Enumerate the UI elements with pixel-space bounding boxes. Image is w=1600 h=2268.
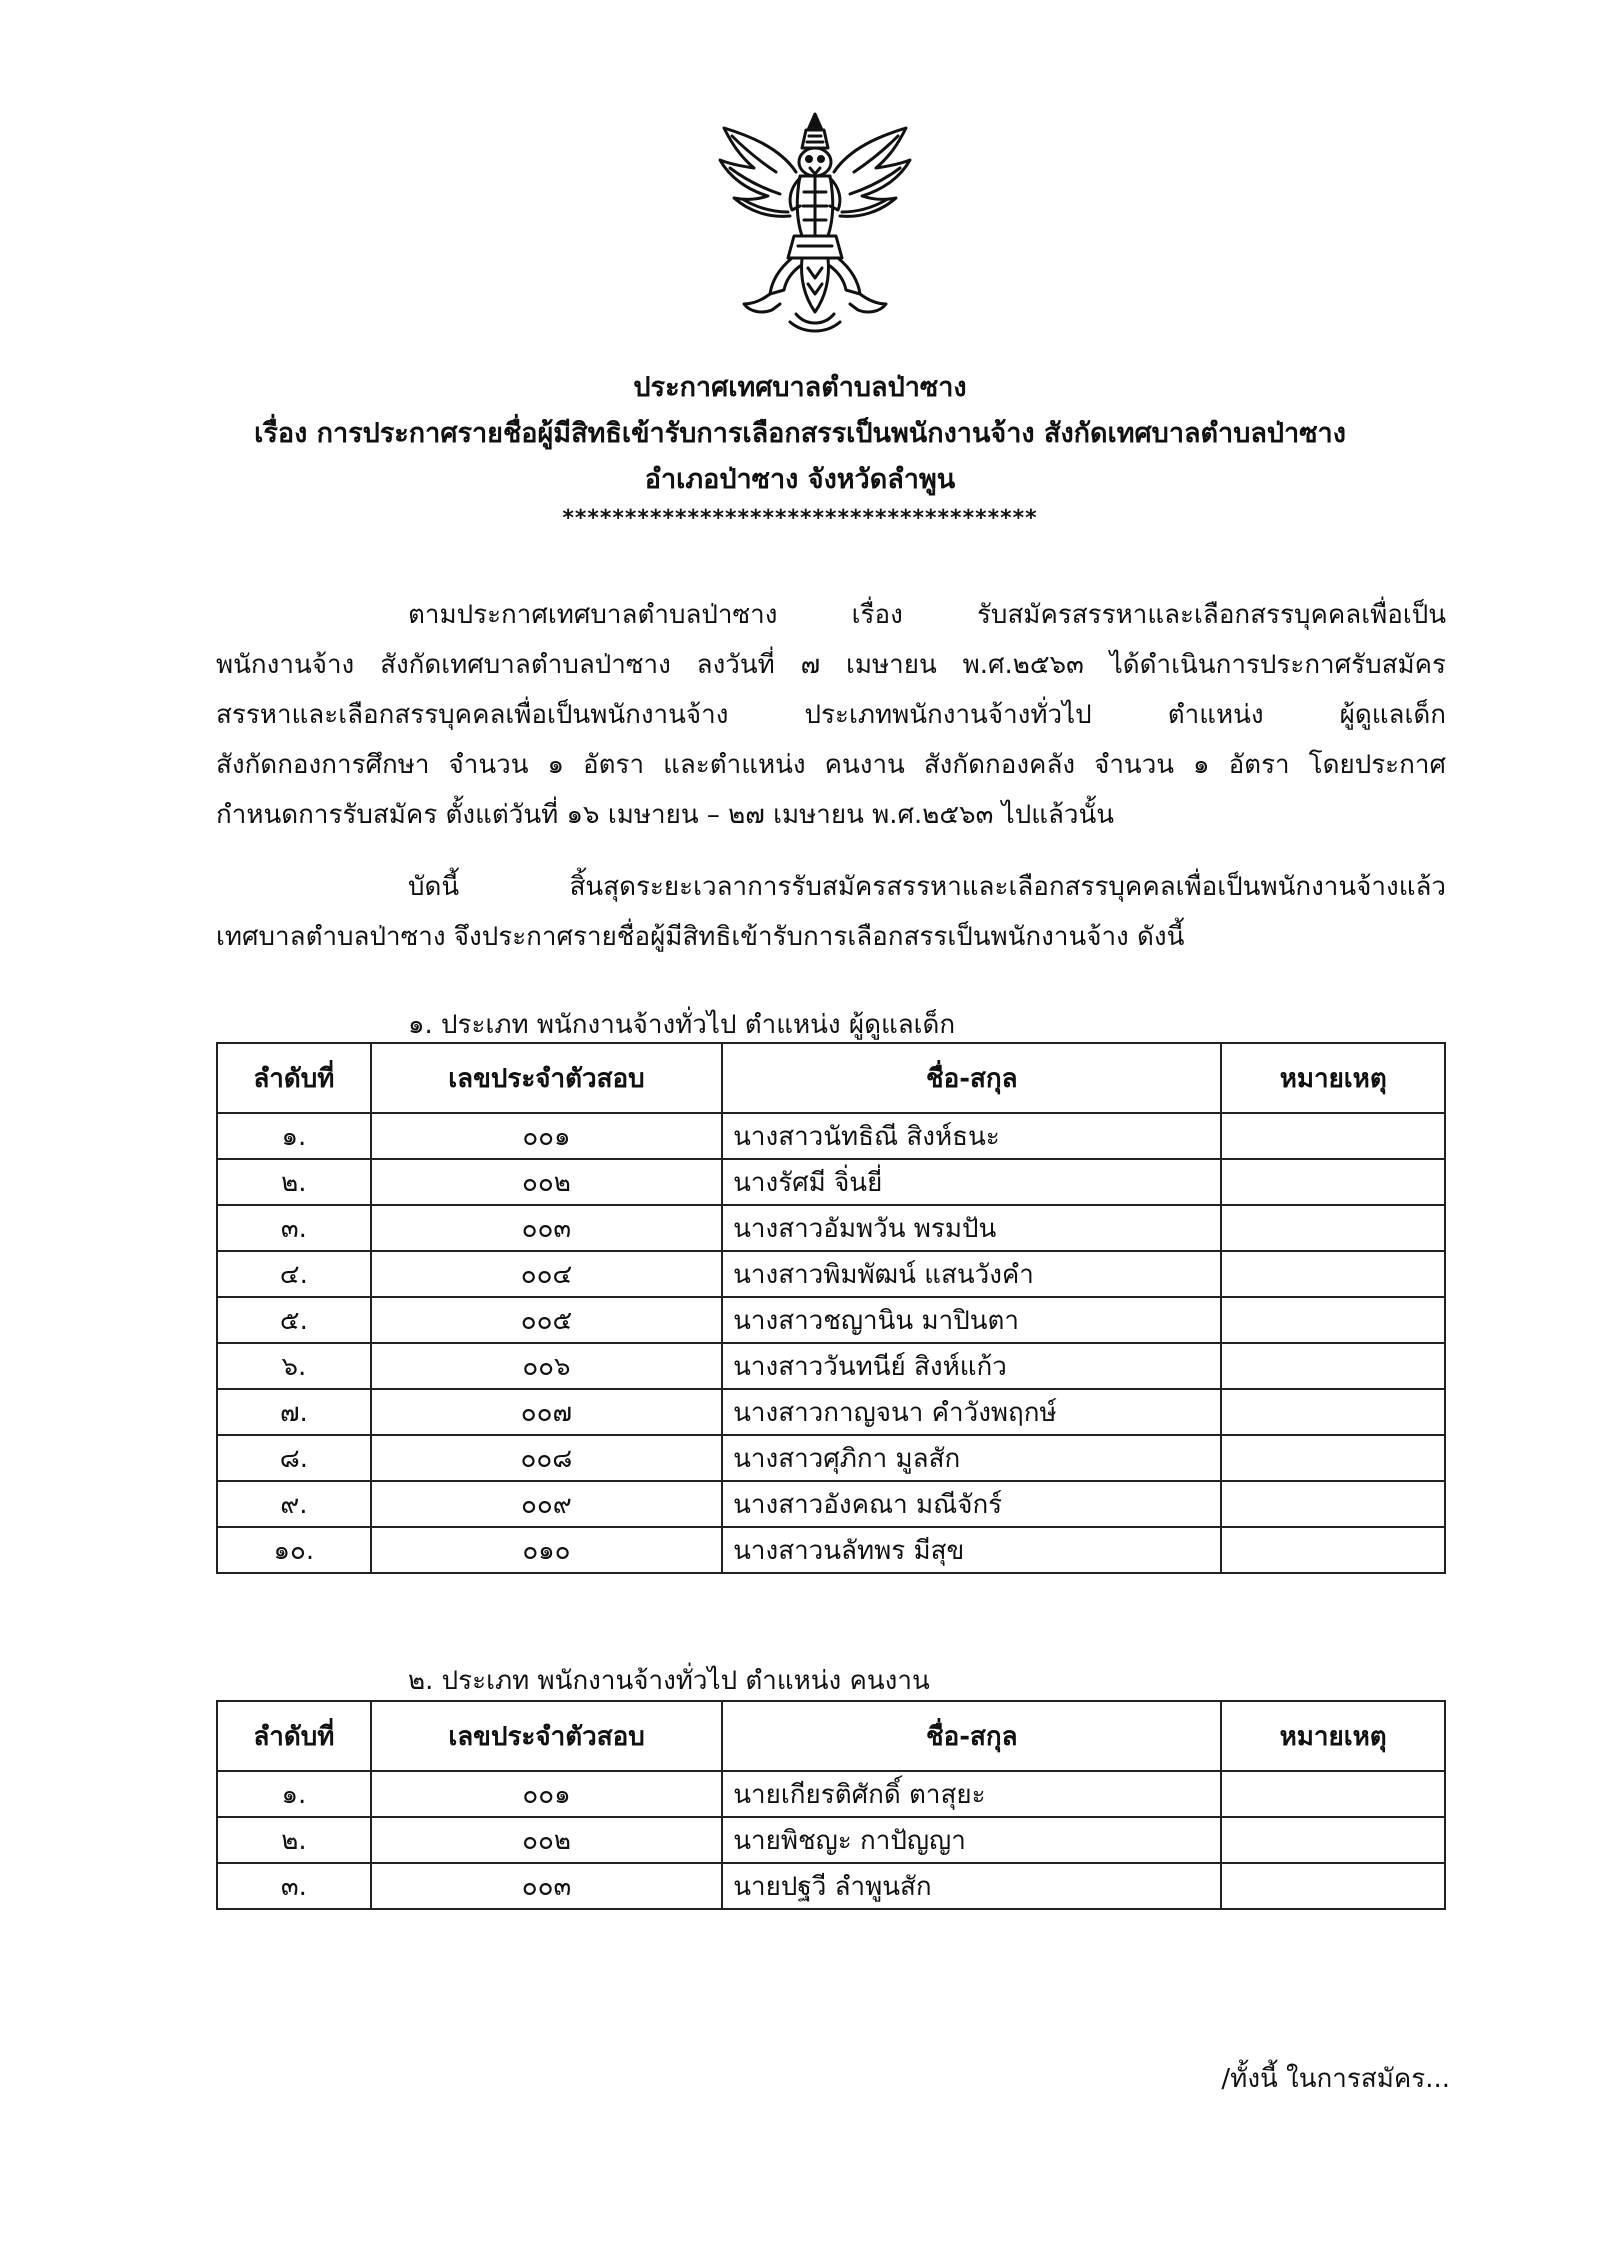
cell-no: ๖.	[217, 1343, 371, 1389]
cell-remark	[1221, 1343, 1445, 1389]
table-row	[217, 1205, 1445, 1251]
cell-name: นายปฐวี ลำพูนสัก	[722, 1863, 1221, 1909]
cell-name: นางสาววันทนีย์ สิงห์แก้ว	[722, 1343, 1221, 1389]
cell-no: ๓.	[217, 1205, 371, 1251]
table-row	[217, 1863, 1445, 1909]
table-row	[217, 1251, 1445, 1297]
page-continuation: /ทั้งนี้ ในการสมัคร...	[1221, 2064, 1450, 2094]
paragraph-line: เทศบาลตำบลป่าซาง จึงประกาศรายชื่อผู้มีสิทธิเข้ารับการเลือกสรรเป็นพนักงานจ้าง ดังนี้	[216, 922, 1185, 952]
cell-exam-id: ๐๐๑	[371, 1113, 722, 1159]
cell-no: ๑.	[217, 1771, 371, 1817]
cell-exam-id: ๐๑๐	[371, 1527, 722, 1573]
header-no: ลำดับที่	[217, 1043, 371, 1113]
cell-no: ๙.	[217, 1481, 371, 1527]
cell-exam-id: ๐๐๒	[371, 1159, 722, 1205]
table-row	[217, 1343, 1445, 1389]
cell-no: ๘.	[217, 1435, 371, 1481]
cell-name: นางสาวอังคณา มณีจักร์	[722, 1481, 1221, 1527]
header-name: ชื่อ-สกุล	[722, 1701, 1221, 1771]
cell-no: ๔.	[217, 1251, 371, 1297]
header-exam-id: เลขประจำตัวสอบ	[371, 1043, 722, 1113]
paragraph-line: สังกัดกองการศึกษา จำนวน ๑ อัตรา และตำแหน่ง คนงาน สังกัดกองคลัง จำนวน ๑ อัตรา โดยประกาศ	[216, 750, 1446, 780]
document-subject: เรื่อง การประกาศรายชื่อผู้มีสิทธิเข้ารับการเลือกสรรเป็นพนักงานจ้าง สังกัดเทศบาลตำบลป่าซาง	[254, 418, 1346, 449]
header-exam-id: เลขประจำตัวสอบ	[371, 1701, 722, 1771]
paragraph-line: บัดนี้ สิ้นสุดระยะเวลาการรับสมัครสรรหาและเลือกสรรบุคคลเพื่อเป็นพนักงานจ้างแล้ว	[408, 872, 1446, 902]
paragraph-line: ตามประกาศเทศบาลตำบลป่าซาง เรื่อง รับสมัครสรรหาและเลือกสรรบุคคลเพื่อเป็น	[408, 600, 1446, 630]
cell-exam-id: ๐๐๗	[371, 1389, 722, 1435]
cell-remark	[1221, 1251, 1445, 1297]
table-header-row	[217, 1701, 1445, 1771]
cell-remark	[1221, 1527, 1445, 1573]
header-remark: หมายเหตุ	[1221, 1043, 1445, 1113]
cell-exam-id: ๐๐๘	[371, 1435, 722, 1481]
cell-name: นางสาวพิมพัฒน์ แสนวังคำ	[722, 1251, 1221, 1297]
table-row	[217, 1771, 1445, 1817]
header-no: ลำดับที่	[217, 1701, 371, 1771]
cell-no: ๒.	[217, 1817, 371, 1863]
cell-remark	[1221, 1481, 1445, 1527]
cell-name: นางสาวนัทธิณี สิงห์ธนะ	[722, 1113, 1221, 1159]
header-name: ชื่อ-สกุล	[722, 1043, 1221, 1113]
cell-exam-id: ๐๐๔	[371, 1251, 722, 1297]
paragraph-line: สรรหาและเลือกสรรบุคคลเพื่อเป็นพนักงานจ้าง ประเภทพนักงานจ้างทั่วไป ตำแหน่ง ผู้ดูแลเด็ก	[216, 700, 1446, 730]
cell-exam-id: ๐๐๓	[371, 1863, 722, 1909]
table-row	[217, 1435, 1445, 1481]
table-row	[217, 1159, 1445, 1205]
cell-remark	[1221, 1863, 1445, 1909]
cell-exam-id: ๐๐๙	[371, 1481, 722, 1527]
cell-remark	[1221, 1771, 1445, 1817]
table-row	[217, 1817, 1445, 1863]
section-title-caregiver: ๑. ประเภท พนักงานจ้างทั่วไป ตำแหน่ง ผู้ดูแลเด็ก	[408, 1010, 956, 1040]
cell-name: นางรัศมี จิ่นยี่	[722, 1159, 1221, 1205]
cell-name: นางสาวชญานิน มาปินตา	[722, 1297, 1221, 1343]
header-remark: หมายเหตุ	[1221, 1701, 1445, 1771]
cell-exam-id: ๐๐๖	[371, 1343, 722, 1389]
garuda-emblem-icon	[710, 108, 920, 334]
cell-name: นางสาวศุภิกา มูลสัก	[722, 1435, 1221, 1481]
cell-remark	[1221, 1113, 1445, 1159]
cell-no: ๓.	[217, 1863, 371, 1909]
cell-name: นายเกียรติศักดิ์ ตาสุยะ	[722, 1771, 1221, 1817]
cell-no: ๗.	[217, 1389, 371, 1435]
paragraph-line: พนักงานจ้าง สังกัดเทศบาลตำบลป่าซาง ลงวันที่ ๗ เมษายน พ.ศ.๒๕๖๓ ได้ดำเนินการประกาศรับสมัคร	[216, 650, 1446, 680]
cell-no: ๒.	[217, 1159, 371, 1205]
section-title-worker: ๒. ประเภท พนักงานจ้างทั่วไป ตำแหน่ง คนงาน	[408, 1666, 930, 1696]
cell-name: นายพิชญะ กาปัญญา	[722, 1817, 1221, 1863]
cell-no: ๑๐.	[217, 1527, 371, 1573]
cell-name: นางสาวกาญจนา คำวังพฤกษ์	[722, 1389, 1221, 1435]
cell-exam-id: ๐๐๑	[371, 1771, 722, 1817]
table-row	[217, 1527, 1445, 1573]
cell-exam-id: ๐๐๕	[371, 1297, 722, 1343]
paragraph-intro	[216, 590, 1446, 840]
worker-candidates-table	[216, 1700, 1446, 1910]
cell-name: นางสาวนลัทพร มีสุข	[722, 1527, 1221, 1573]
cell-no: ๕.	[217, 1297, 371, 1343]
paragraph-announcement	[216, 862, 1446, 962]
cell-name: นางสาวอัมพวัน พรมปัน	[722, 1205, 1221, 1251]
cell-no: ๑.	[217, 1113, 371, 1159]
cell-exam-id: ๐๐๓	[371, 1205, 722, 1251]
document-location: อำเภอป่าซาง จังหวัดลำพูน	[644, 464, 956, 495]
caregiver-candidates-table	[216, 1042, 1446, 1574]
cell-remark	[1221, 1817, 1445, 1863]
table-row	[217, 1481, 1445, 1527]
table-row	[217, 1297, 1445, 1343]
cell-remark	[1221, 1297, 1445, 1343]
cell-remark	[1221, 1435, 1445, 1481]
cell-exam-id: ๐๐๒	[371, 1817, 722, 1863]
cell-remark	[1221, 1389, 1445, 1435]
table-row	[217, 1113, 1445, 1159]
cell-remark	[1221, 1159, 1445, 1205]
table-row	[217, 1389, 1445, 1435]
document-title: ประกาศเทศบาลตำบลป่าซาง	[633, 372, 967, 403]
paragraph-line: กำหนดการรับสมัคร ตั้งแต่วันที่ ๑๖ เมษายน – ๒๗ เมษายน พ.ศ.๒๕๖๓ ไปแล้วนั้น	[216, 800, 1115, 830]
cell-remark	[1221, 1205, 1445, 1251]
table-header-row	[217, 1043, 1445, 1113]
heading-separator: **************************************	[562, 506, 1038, 531]
